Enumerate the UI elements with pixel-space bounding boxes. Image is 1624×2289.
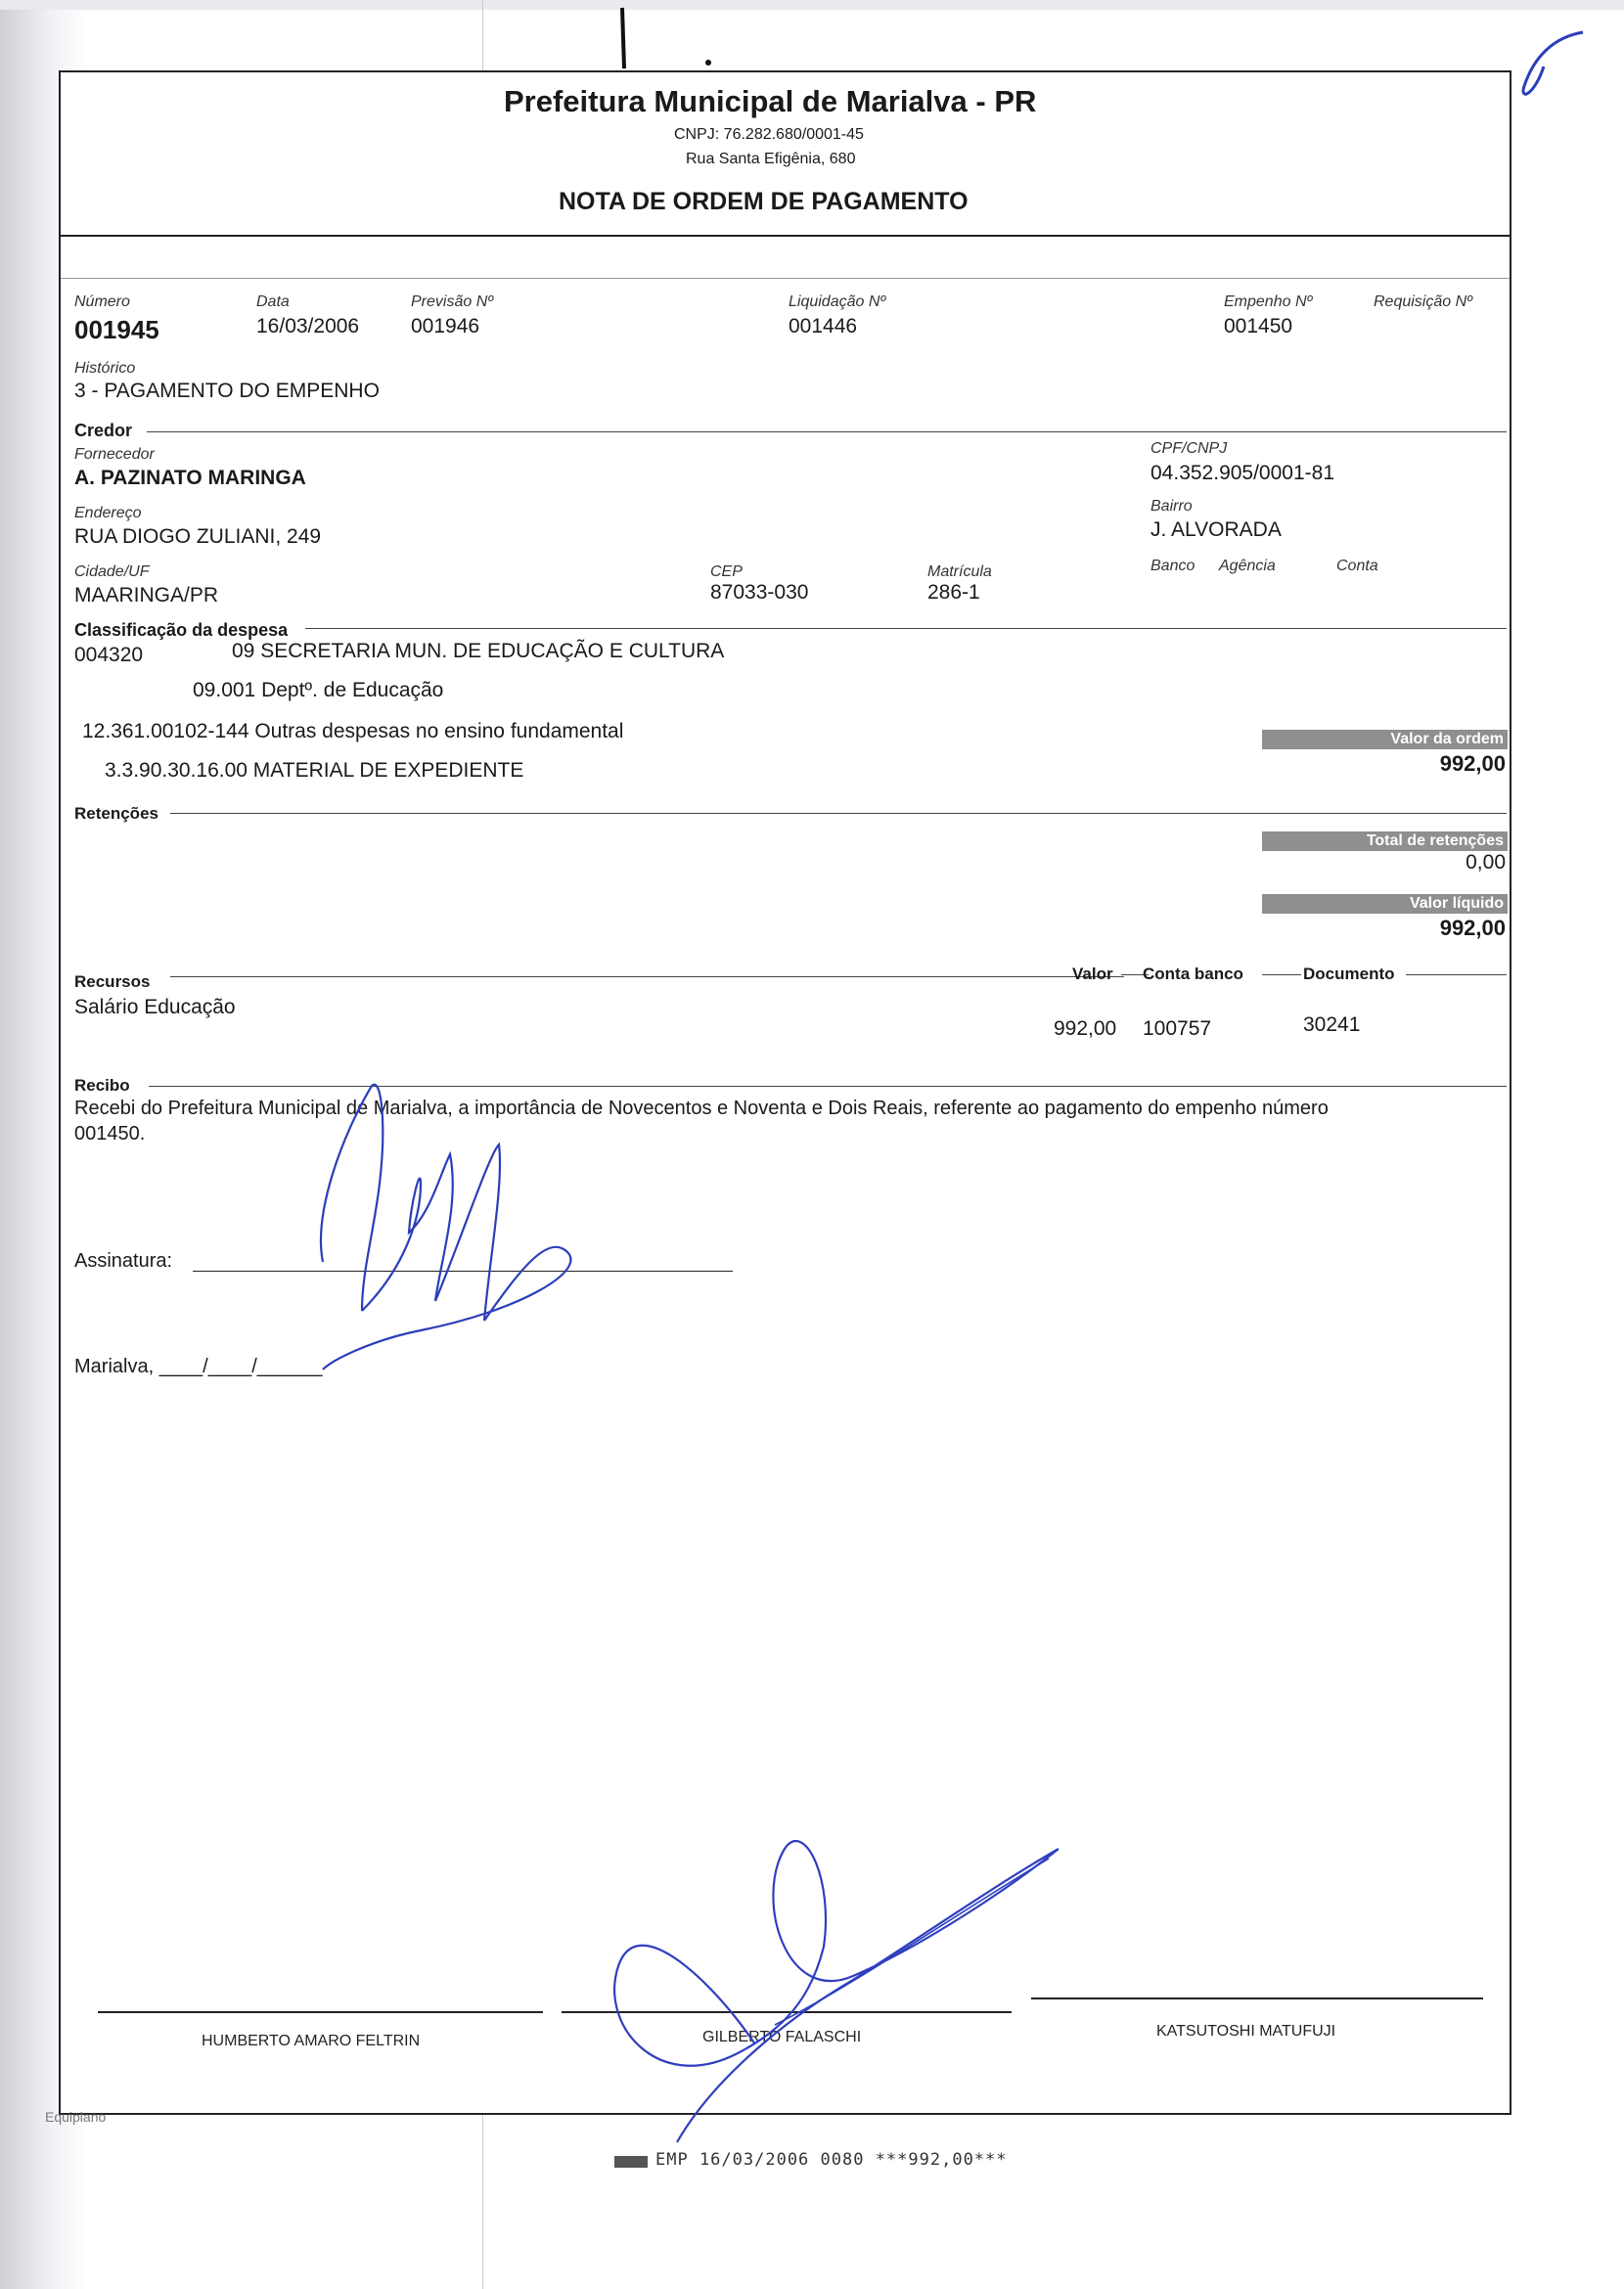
matricula-label: Matrícula [927, 563, 992, 580]
historico-value: 3 - PAGAMENTO DO EMPENHO [74, 380, 380, 402]
cep-value: 87033-030 [710, 581, 809, 604]
endereco-label: Endereço [74, 505, 142, 521]
scan-top-edge [0, 0, 1624, 10]
fornecedor-value: A. PAZINATO MARINGA [74, 467, 306, 489]
fornecedor-label: Fornecedor [74, 446, 155, 463]
signature-line-1 [98, 2011, 543, 2013]
top-scan-marks [618, 8, 716, 76]
valor-ordem-value: 992,00 [1439, 751, 1506, 776]
recursos-documento-label: Documento [1303, 965, 1395, 983]
credor-divider [147, 431, 1507, 432]
bairro-value: J. ALVORADA [1150, 518, 1282, 541]
municipality-title: Prefeitura Municipal de Marialva - PR [504, 84, 1037, 118]
order-date: 16/03/2006 [256, 315, 360, 337]
cidade-value: MAARINGA/PR [74, 584, 219, 606]
recibo-section-label: Recibo [74, 1076, 130, 1095]
recursos-divider-3 [1262, 974, 1301, 975]
stamp-mark-icon [614, 2156, 648, 2168]
endereco-value: RUA DIOGO ZULIANI, 249 [74, 525, 322, 548]
recursos-conta-banco-label: Conta banco [1143, 965, 1243, 983]
total-retencoes-value: 0,00 [1466, 851, 1506, 874]
valor-liquido-bar: Valor líquido [1262, 894, 1508, 914]
classificacao-natureza: 3.3.90.30.16.00 MATERIAL DE EXPEDIENTE [105, 759, 524, 782]
empenho-label: Empenho Nº [1224, 293, 1313, 310]
local-date-label: Marialva, ____/____/______ [74, 1356, 323, 1377]
banco-label: Banco [1150, 558, 1195, 574]
signatory-name-3: KATSUTOSHI MATUFUJI [1156, 2023, 1336, 2040]
software-label: Equiplano [45, 2109, 107, 2125]
classificacao-section-label: Classificação da despesa [74, 620, 289, 640]
retencoes-section-label: Retenções [74, 804, 158, 823]
municipality-cnpj: CNPJ: 76.282.680/0001-45 [674, 126, 864, 143]
recursos-valor: 992,00 [1054, 1017, 1117, 1040]
recursos-divider-4 [1406, 974, 1507, 975]
previsao-number: 001946 [411, 315, 480, 337]
conta-label: Conta [1336, 558, 1378, 574]
empenho-number: 001450 [1224, 315, 1293, 337]
data-label: Data [256, 293, 290, 310]
agencia-label: Agência [1219, 558, 1276, 574]
recursos-divider-1 [170, 976, 1124, 977]
credor-section-label: Credor [74, 421, 133, 440]
total-retencoes-bar: Total de retenções [1262, 831, 1508, 851]
document-title: NOTA DE ORDEM DE PAGAMENTO [559, 188, 969, 215]
assinatura-label: Assinatura: [74, 1250, 173, 1272]
historico-label: Histórico [74, 360, 136, 377]
signatory-name-1: HUMBERTO AMARO FELTRIN [202, 2033, 421, 2049]
signature-line-3 [1031, 1997, 1483, 1999]
valor-ordem-bar: Valor da ordem [1262, 730, 1508, 749]
recursos-documento: 30241 [1303, 1013, 1361, 1036]
handwritten-signature-receipt [293, 1066, 587, 1379]
corner-pen-mark [1514, 27, 1593, 115]
handwritten-signature-gilberto [599, 1790, 1068, 2152]
matricula-value: 286-1 [927, 581, 980, 604]
classificacao-unidade: 09.001 Deptº. de Educação [193, 679, 444, 701]
recursos-valor-label: Valor [1072, 965, 1113, 983]
cep-label: CEP [710, 563, 743, 580]
classificacao-orgao: 09 SECRETARIA MUN. DE EDUCAÇÃO E CULTURA [232, 640, 725, 662]
recursos-fonte: Salário Educação [74, 996, 236, 1018]
order-row-top-line [61, 278, 1510, 279]
numero-label: Número [74, 293, 130, 310]
valor-liquido-value: 992,00 [1439, 916, 1506, 940]
cidade-label: Cidade/UF [74, 563, 150, 580]
previsao-label: Previsão Nº [411, 293, 494, 310]
retencoes-divider [170, 813, 1507, 814]
signatory-name-2: GILBERTO FALASCHI [702, 2029, 862, 2045]
liquidacao-label: Liquidação Nº [789, 293, 886, 310]
cpf-cnpj-label: CPF/CNPJ [1150, 440, 1228, 457]
recibo-text: Recebi do Prefeitura Municipal de Marialva, a importância de Novecentos e Noventa e Dois Reais, referente ao pagamento do empenho número [74, 1098, 1329, 1119]
recursos-conta-banco: 100757 [1143, 1017, 1212, 1040]
requisicao-label: Requisição Nº [1374, 293, 1472, 310]
classificacao-code: 004320 [74, 644, 144, 666]
cpf-cnpj-value: 04.352.905/0001-81 [1150, 462, 1335, 484]
municipality-address: Rua Santa Efigênia, 680 [686, 151, 856, 167]
classificacao-divider [305, 628, 1507, 629]
bairro-label: Bairro [1150, 498, 1193, 515]
recibo-text-continued: 001450. [74, 1123, 146, 1144]
recursos-section-label: Recursos [74, 972, 151, 991]
payment-stamp: EMP 16/03/2006 0080 ***992,00*** [655, 2150, 1008, 2170]
liquidacao-number: 001446 [789, 315, 858, 337]
header-divider [61, 235, 1510, 237]
order-number: 001945 [74, 315, 159, 344]
classificacao-funcional: 12.361.00102-144 Outras despesas no ensino fundamental [82, 720, 624, 742]
